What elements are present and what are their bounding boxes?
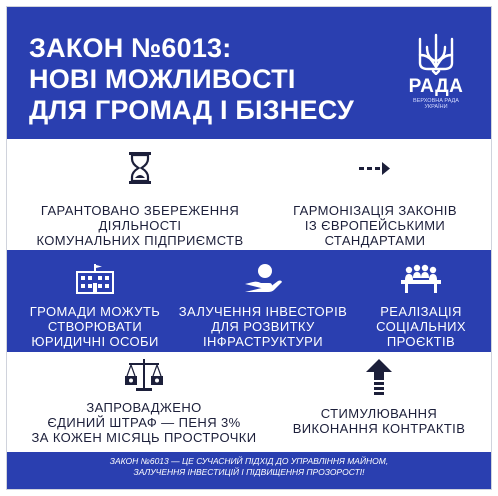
item-label-line: ЗА КОЖЕН МІСЯЦЬ ПРОСТРОЧКИ (31, 430, 257, 445)
header-banner (7, 7, 491, 139)
footer-banner (7, 452, 491, 489)
item-label (269, 203, 481, 248)
item-communal-enterprises (27, 151, 253, 248)
item-label-line: ІЗ ЄВРОПЕЙСЬКИМИ (304, 218, 446, 233)
title-line-2: НОВІ МОЖЛИВОСТІ (29, 64, 296, 94)
footer-line-2: ЗАЛУЧЕННЯ ІНВЕСТИЦІЙ І ПІДВИЩЕННЯ ПРОЗОРОСТІ! (133, 467, 365, 477)
item-label-line: СТВОРЮВАТИ (47, 319, 143, 334)
item-contracts (279, 358, 479, 436)
infographic (6, 6, 492, 490)
logo-subtitle (400, 98, 472, 110)
title-line-1: ЗАКОН №6013: (29, 33, 232, 63)
item-label (351, 304, 491, 349)
item-label-line: КОМУНАЛЬНИХ ПІДПРИЄМСТВ (36, 233, 244, 248)
item-legal-entities (15, 264, 175, 349)
item-eu-standards (269, 151, 481, 248)
item-label-line: ДЛЯ РОЗВИТКУ (211, 319, 315, 334)
item-label-line: ЮРИДИЧНІ ОСОБИ (31, 334, 159, 349)
item-label-line: ЄДИНИЙ ШТРАФ — ПЕНЯ 3% (47, 415, 241, 430)
scales-icon (124, 358, 164, 392)
item-label-line: ПРОЄКТІВ (386, 334, 456, 349)
item-penalty (27, 358, 261, 445)
item-label (279, 406, 479, 436)
item-social-projects (351, 264, 491, 349)
item-label-line: ВИКОНАННЯ КОНТРАКТІВ (292, 421, 466, 436)
item-label-line: СТИМУЛЮВАННЯ (320, 406, 438, 421)
item-label (175, 304, 351, 349)
dashed-arrow-right-icon (358, 151, 392, 185)
item-label-line: СТАНДАРТАМИ (324, 233, 426, 248)
building-icon (75, 264, 115, 294)
item-label (15, 304, 175, 349)
item-label-line: ГРОМАДИ МОЖУТЬ (29, 304, 161, 319)
item-label (27, 203, 253, 248)
item-label-line: ЗАПРОВАДЖЕНО (86, 400, 202, 415)
footer-line-1: ЗАКОН №6013 — ЦЕ СУЧАСНИЙ ПІДХІД ДО УПРАВЛІННЯ МАЙНОМ, (109, 456, 389, 466)
item-label-line: СОЦІАЛЬНИХ (376, 319, 466, 334)
item-label-line: ДІЯЛЬНОСТІ (98, 218, 182, 233)
meeting-table-icon (400, 264, 442, 294)
logo-subtitle-line-2: УКРАЇНИ (424, 104, 448, 110)
row-1 (7, 139, 491, 250)
item-label (27, 400, 261, 445)
item-label-line: ЗАЛУЧЕННЯ ІНВЕСТОРІВ (178, 304, 348, 319)
trident-emblem-icon (416, 33, 456, 75)
title-line-3: ДЛЯ ГРОМАД І БІЗНЕСУ (29, 95, 355, 125)
item-label-line: ІНФРАСТРУКТУРИ (203, 334, 323, 349)
item-label-line: РЕАЛІЗАЦІЯ (380, 304, 462, 319)
item-investors (175, 262, 351, 349)
logo-name: РАДА (408, 76, 464, 97)
hourglass-icon (126, 151, 154, 185)
arrow-up-icon (365, 358, 393, 398)
row-3 (7, 352, 491, 449)
page-title (29, 33, 354, 126)
rada-logo (400, 33, 472, 110)
hand-coin-icon (243, 262, 283, 294)
logo-subtitle-line-1: ВЕРХОВНА РАДА (413, 98, 459, 104)
item-label-line: ГАРМОНІЗАЦІЯ ЗАКОНІВ (293, 203, 457, 218)
row-2 (7, 250, 491, 352)
item-label-line: ГАРАНТОВАНО ЗБЕРЕЖЕННЯ (40, 203, 240, 218)
